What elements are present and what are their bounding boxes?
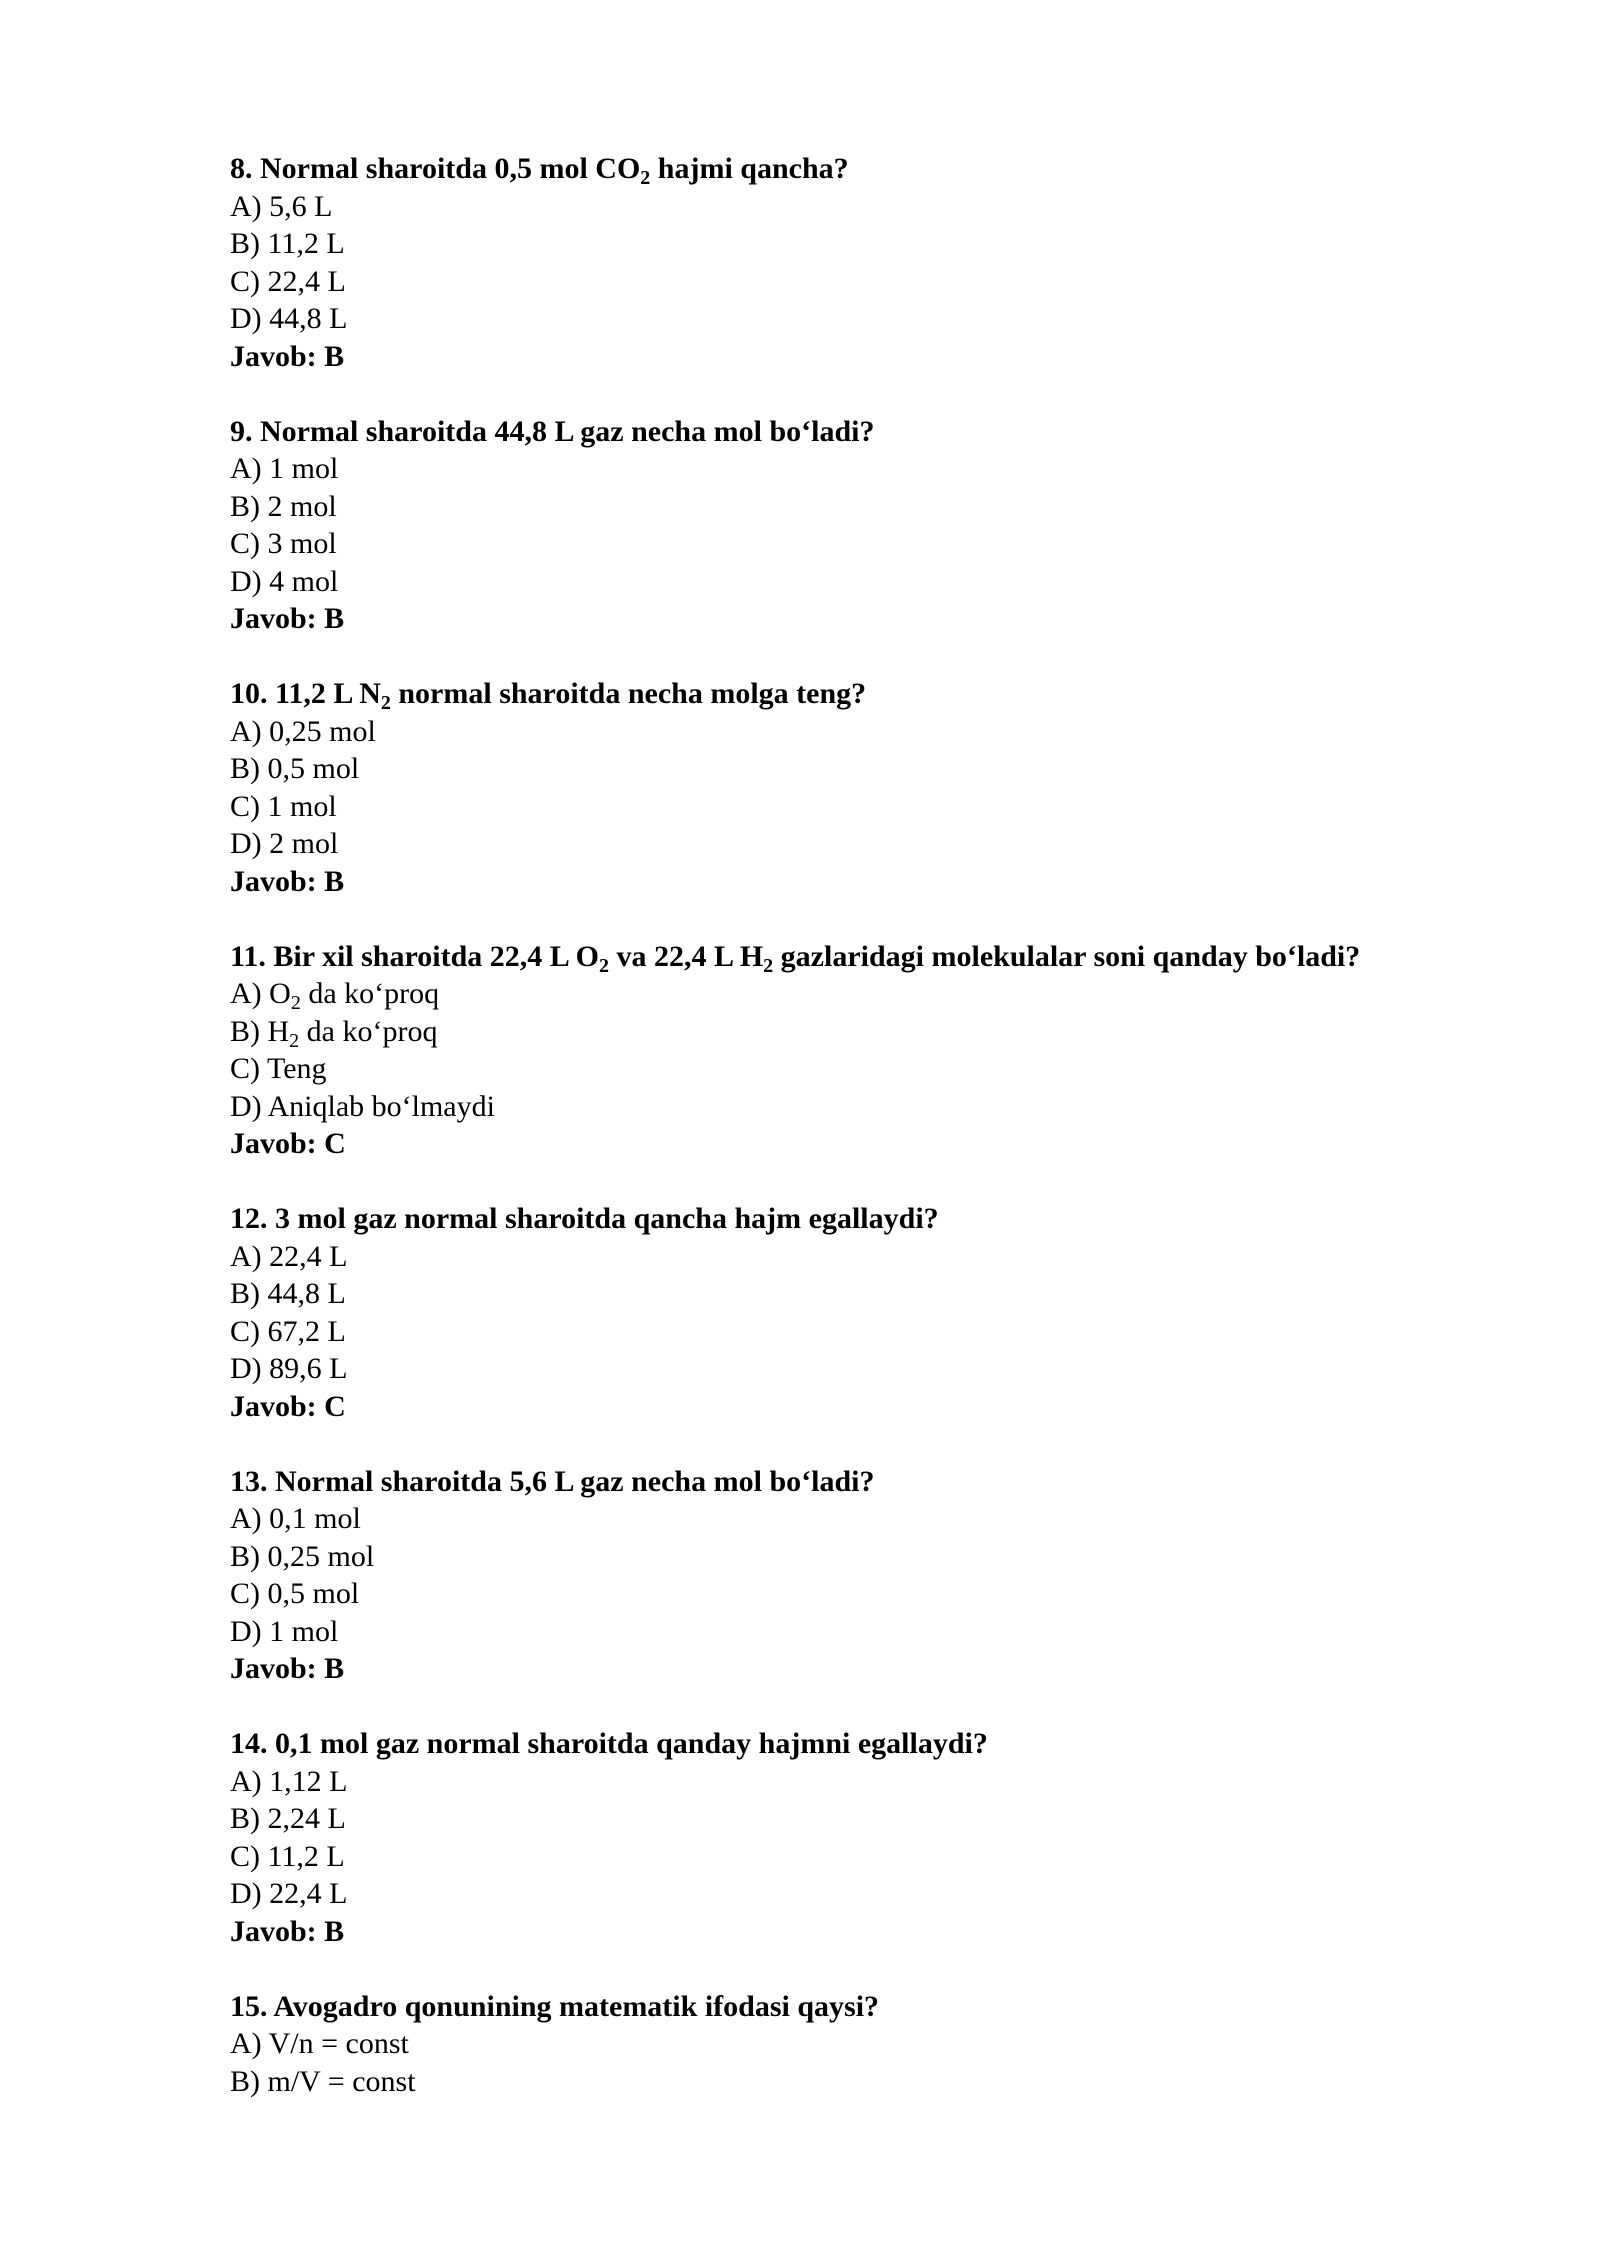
answer-option <box>230 1538 1490 1576</box>
answer-option <box>230 713 1490 751</box>
question-block <box>230 413 1490 638</box>
answer-option <box>230 1088 1490 1126</box>
text-segment: C) 22,4 L <box>230 264 346 298</box>
text-segment: da ko‘proq <box>300 977 440 1010</box>
text-segment: D) 4 mol <box>230 564 339 598</box>
answer-option <box>230 2063 1490 2101</box>
text-segment: B) 44,8 L <box>230 1277 346 1310</box>
answer-option <box>230 300 1490 338</box>
subscript-text: 2 <box>763 954 774 977</box>
question-title <box>230 150 1490 188</box>
text-segment: A) 1 mol <box>230 452 339 485</box>
correct-answer: Javob: B <box>230 1652 345 1685</box>
text-segment: D) Aniqlab bo‘lmaydi <box>230 1089 495 1123</box>
question-title <box>230 1988 1490 2026</box>
text-segment: D) 2 mol <box>230 827 339 860</box>
text-segment: D) 1 mol <box>230 1614 339 1648</box>
answer-option <box>230 1350 1490 1388</box>
text-segment: C) 67,2 L <box>230 1314 346 1348</box>
answer-option <box>230 1238 1490 1276</box>
correct-answer: Javob: B <box>230 602 345 635</box>
correct-answer: Javob: B <box>230 339 345 373</box>
text-segment: A) 22,4 L <box>230 1239 348 1273</box>
subscript-text: 2 <box>289 1029 300 1052</box>
answer-option <box>230 1275 1490 1313</box>
subscript-text: 2 <box>598 954 609 977</box>
text-segment: A) 0,1 mol <box>230 1502 361 1535</box>
subscript-text: 2 <box>640 167 651 189</box>
question-block <box>230 1988 1490 2101</box>
text-segment: A) 1,12 L <box>230 1764 348 1798</box>
text-segment: 10. 11,2 L N <box>230 677 381 710</box>
text-segment: C) Teng <box>230 1052 327 1085</box>
text-segment: 12. 3 mol gaz normal sharoitda qancha hajm egallaydi? <box>230 1202 939 1235</box>
answer-option <box>230 825 1490 863</box>
subscript-text: 2 <box>380 692 391 714</box>
answer-option <box>230 563 1490 601</box>
text-segment: 8. Normal sharoitda 0,5 mol CO <box>230 152 641 185</box>
answer-option <box>230 1763 1490 1801</box>
text-segment: C) 3 mol <box>230 527 337 560</box>
question-title <box>230 1725 1490 1763</box>
answer-option <box>230 1613 1490 1651</box>
answer-option <box>230 1800 1490 1838</box>
answer-option <box>230 1838 1490 1876</box>
correct-answer: Javob: C <box>230 1389 346 1423</box>
text-segment: B) 2,24 L <box>230 1802 346 1835</box>
text-segment: D) 44,8 L <box>230 302 348 335</box>
answer-option <box>230 750 1490 788</box>
text-segment: 11. Bir xil sharoitda 22,4 L O <box>230 939 599 973</box>
text-segment: 9. Normal sharoitda 44,8 L gaz necha mol bo‘ladi? <box>230 414 875 448</box>
text-segment: 15. Avogadro qonunining matematik ifodasi qaysi? <box>230 1989 880 2023</box>
text-segment: C) 0,5 mol <box>230 1577 360 1610</box>
answer-option <box>230 450 1490 488</box>
document-page <box>230 150 1490 2138</box>
correct-answer: Javob: C <box>230 1127 346 1160</box>
answer-option <box>230 225 1490 263</box>
question-block <box>230 1725 1490 1950</box>
answer-option <box>230 263 1490 301</box>
text-segment: A) O <box>230 977 291 1010</box>
text-segment: 13. Normal sharoitda 5,6 L gaz necha mol bo‘ladi? <box>230 1464 875 1498</box>
answer-option <box>230 1875 1490 1913</box>
question-title <box>230 938 1490 976</box>
question-block <box>230 938 1490 1163</box>
text-segment: normal sharoitda necha molga teng? <box>390 677 867 710</box>
question-block <box>230 1200 1490 1425</box>
subscript-text: 2 <box>290 992 301 1014</box>
text-segment: A) 0,25 mol <box>230 714 376 748</box>
text-segment: B) 11,2 L <box>230 227 345 260</box>
text-segment: C) 11,2 L <box>230 1839 345 1873</box>
text-segment: D) 89,6 L <box>230 1352 348 1385</box>
question-block <box>230 1463 1490 1688</box>
question-title <box>230 1200 1490 1238</box>
answer-option <box>230 2025 1490 2063</box>
text-segment: A) 5,6 L <box>230 189 333 223</box>
answer-option <box>230 975 1490 1013</box>
answer-option <box>230 1575 1490 1613</box>
text-segment: B) 0,5 mol <box>230 752 360 785</box>
text-segment: B) 0,25 mol <box>230 1539 375 1573</box>
text-segment: hajmi qancha? <box>650 152 849 185</box>
answer-option <box>230 1313 1490 1351</box>
question-title <box>230 675 1490 713</box>
text-segment: A) V/n = const <box>230 2027 409 2060</box>
text-segment: B) H <box>230 1014 290 1048</box>
correct-answer: Javob: B <box>230 1914 345 1948</box>
text-segment: B) m/V = const <box>230 2064 416 2098</box>
text-segment: 14. 0,1 mol gaz normal sharoitda qanday hajmni egallaydi? <box>230 1727 988 1760</box>
question-title <box>230 1463 1490 1501</box>
text-segment: gazlaridagi molekulalar soni qanday bo‘ladi? <box>773 939 1361 973</box>
question-block <box>230 675 1490 900</box>
answer-option <box>230 1050 1490 1088</box>
correct-answer: Javob: B <box>230 864 345 898</box>
question-block <box>230 150 1490 375</box>
text-segment: va 22,4 L H <box>608 939 764 973</box>
text-segment: D) 22,4 L <box>230 1877 348 1910</box>
text-segment: C) 1 mol <box>230 789 337 823</box>
answer-option <box>230 188 1490 226</box>
answer-option <box>230 488 1490 526</box>
answer-option <box>230 788 1490 826</box>
answer-option <box>230 525 1490 563</box>
answer-option <box>230 1500 1490 1538</box>
question-title <box>230 413 1490 451</box>
text-segment: da ko‘proq <box>299 1014 438 1048</box>
answer-option <box>230 1013 1490 1051</box>
text-segment: B) 2 mol <box>230 489 337 523</box>
